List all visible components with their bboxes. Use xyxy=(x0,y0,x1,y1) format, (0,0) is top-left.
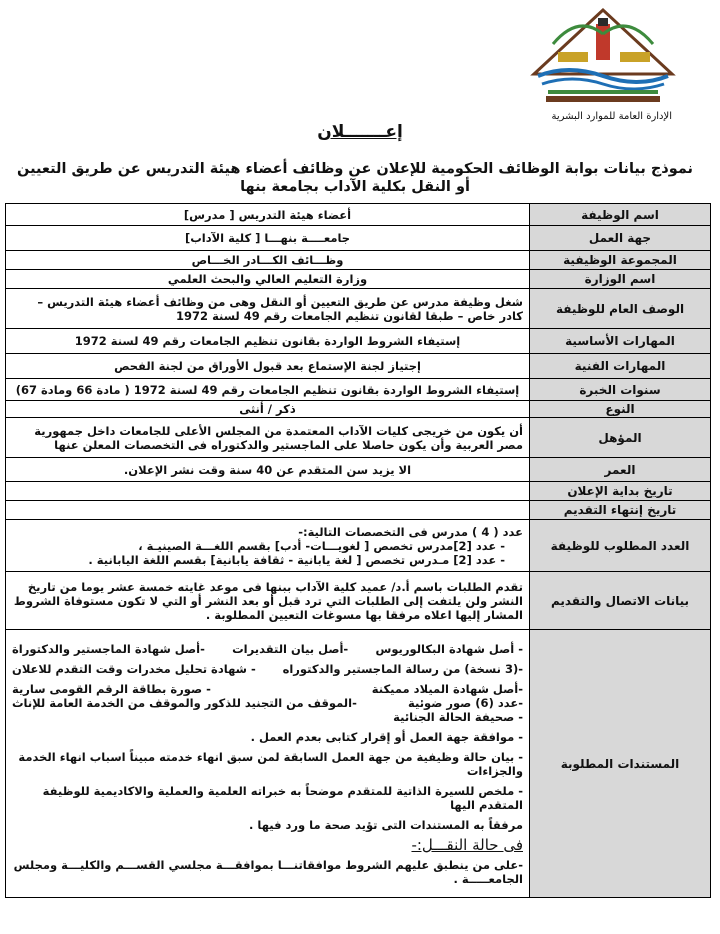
doc-employment-status: - بيان حالة وظيفية من جهة العمل السابقة لمن سبق انهاء خدمته مبيناً اسباب انهاء الخدمة والجزاءات xyxy=(18,749,523,778)
label-announce-start: تاريخ بداية الإعلان xyxy=(530,482,711,501)
doc-bachelor: - أصل شهادة البكالوريوس xyxy=(375,641,523,656)
row-ministry xyxy=(6,270,711,289)
doc-supporting: مرفقاً به المستندات التى تؤيد صحة ما ورد فيها . xyxy=(249,817,523,832)
doc-employer-approval: - موافقة جهة العمل أو إقرار كتابى بعدم العمل . xyxy=(250,729,523,744)
label-job-name: اسم الوظيفة xyxy=(530,204,711,226)
doc-military: -الموقف من التجنيد للذكور والموقف من الخدمة العامة للإناث xyxy=(12,695,357,710)
label-technical-skills: المهارات الفنية xyxy=(530,354,711,379)
value-job-name: أعضاء هيئة التدريس [ مدرس] xyxy=(6,204,530,226)
row-contact xyxy=(6,572,711,630)
value-ministry: وزارة التعليم العالي والبحث العلمي xyxy=(6,270,530,289)
value-experience: إستيفاء الشروط الواردة بقانون تنظيم الجامعات رقم 49 لسنة 1972 ( مادة 66 ومادة 67) xyxy=(6,379,530,401)
label-contact: بيانات الاتصال والتقديم xyxy=(530,572,711,630)
value-age: الا يزيد سن المتقدم عن 40 سنة وقت نشر الإعلان. xyxy=(6,458,530,482)
row-experience xyxy=(6,379,711,401)
row-job-group xyxy=(6,251,711,270)
university-logo xyxy=(528,4,678,108)
value-contact: تقدم الطلبات باسم أ.د/ عميد كلية الآداب ببنها فى موعد غايته خمسة عشر يوما من تاريخ النشر ولن يلتفت إلى الطلبات التي ترد قبل أو بعد النشر أو التي لا تكون مستوفاة الشروط المشار إليها اعلاه مرفقا بها مسوغات التعيين المطلوبة . xyxy=(6,572,530,630)
value-job-group: وظـــائف الكـــادر الخـــاص xyxy=(6,251,530,270)
value-workplace: جامعــــة بنهـــا [ كلية الآداب] xyxy=(6,226,530,251)
label-description: الوصف العام للوظيفة xyxy=(530,289,711,329)
value-technical-skills: إجتياز لجنة الإستماع بعد قبول الأوراق من لجنة الفحص xyxy=(6,354,530,379)
doc-national-id: - صورة بطاقة الرقم القومى سارية xyxy=(12,681,211,696)
row-positions xyxy=(6,520,711,572)
department-label: الإدارة العامة للموارد البشرية xyxy=(551,111,672,122)
row-job-name xyxy=(6,204,711,226)
value-qualification: أن يكون من خريجى كليات الآداب المعتمدة من المجلس الأعلى للجامعات داخل جمهورية مصر العربية وأن يكون حاصلا على الماجستير والدكتوراه فى التخصصات المعلن عنها xyxy=(6,418,530,458)
doc-masters-phd: -أصل شهادة الماجستير والدكتوراة xyxy=(12,641,205,656)
documents-row-4 xyxy=(12,696,523,710)
label-apply-end: تاريخ إنتهاء التقديم xyxy=(530,501,711,520)
transfer-text: -على من ينطبق عليهم الشروط موافقاتنـــا بموافقـــة مجلسي القســـم والكليـــة ومجلس الجامعـــــة . xyxy=(13,857,523,886)
documents-row-1 xyxy=(12,642,523,656)
label-job-group: المجموعة الوظيفية xyxy=(530,251,711,270)
row-qualification xyxy=(6,418,711,458)
label-workplace: جهة العمل xyxy=(530,226,711,251)
doc-photos: -عدد (6) صور ضوئية xyxy=(408,695,523,710)
row-apply-end xyxy=(6,501,711,520)
value-announce-start xyxy=(6,482,530,501)
label-age: العمر xyxy=(530,458,711,482)
label-basic-skills: المهارات الأساسية xyxy=(530,329,711,354)
label-gender: النوع xyxy=(530,401,711,418)
label-qualification: المؤهل xyxy=(530,418,711,458)
positions-line-2: - عدد [2] مـدرس تخصص [ لغة يابانية - ثقافة يابانية] بقسم اللغة اليابانية . xyxy=(88,552,505,567)
label-positions: العدد المطلوب للوظيفة xyxy=(530,520,711,572)
doc-cv: - ملخص للسيرة الذاتية للمتقدم موضحاً به خبراته العلمية والعملية والاكاديمية للوظيفة المتقدم اليها xyxy=(42,783,523,812)
value-positions xyxy=(6,520,530,572)
positions-intro: عدد ( 4 ) مدرس فى التخصصات التالية:- xyxy=(298,524,523,539)
doc-drug-test: - شهادة تحليل مخدرات وقت التقدم للاعلان xyxy=(12,661,256,676)
row-gender xyxy=(6,401,711,418)
label-documents: المستندات المطلوبة xyxy=(530,630,711,898)
value-basic-skills: إستيفاء الشروط الواردة بقانون تنظيم الجامعات رقم 49 لسنة 1972 xyxy=(6,329,530,354)
row-technical-skills xyxy=(6,354,711,379)
doc-thesis-copies: -(3 نسخة) من رسالة الماجستير والدكتوراه xyxy=(282,661,523,676)
value-documents xyxy=(6,630,530,898)
doc-criminal-record: - صحيفة الحالة الجنائية xyxy=(393,709,523,724)
row-announce-start xyxy=(6,482,711,501)
label-ministry: اسم الوزارة xyxy=(530,270,711,289)
positions-line-1: - عدد [2]مدرس تخصص [ لغويـــات- أدب] بقسم اللغـــة الصينيـة ، xyxy=(138,538,505,553)
documents-row-2 xyxy=(12,662,523,676)
value-gender: ذكر / أنثى xyxy=(6,401,530,418)
job-details-table xyxy=(5,203,711,898)
label-experience: سنوات الخبرة xyxy=(530,379,711,401)
page-title: إعـــــــلان xyxy=(317,122,403,142)
row-workplace xyxy=(6,226,711,251)
documents-row-3 xyxy=(12,682,523,696)
doc-birth-cert: -أصل شهادة الميلاد مميكنة xyxy=(371,681,523,696)
row-description xyxy=(6,289,711,329)
doc-grades: -أصل بيان التقديرات xyxy=(232,641,349,656)
value-apply-end xyxy=(6,501,530,520)
form-heading: نموذج بيانات بوابة الوظائف الحكومية للإعلان عن وظائف أعضاء هيئة التدريس عن طريق التعيين أو النقل بكلية الآداب بجامعة بنها xyxy=(17,161,693,195)
row-basic-skills xyxy=(6,329,711,354)
row-age xyxy=(6,458,711,482)
transfer-title: فى حالة النقـــل:- xyxy=(411,835,523,854)
row-documents xyxy=(6,630,711,898)
value-description: شغل وظيفة مدرس عن طريق التعيين أو النقل وهى من وظائف أعضاء هيئة التدريس – كادر خاص – طبقا لقانون تنظيم الجامعات رقم 49 لسنة 1972 xyxy=(6,289,530,329)
